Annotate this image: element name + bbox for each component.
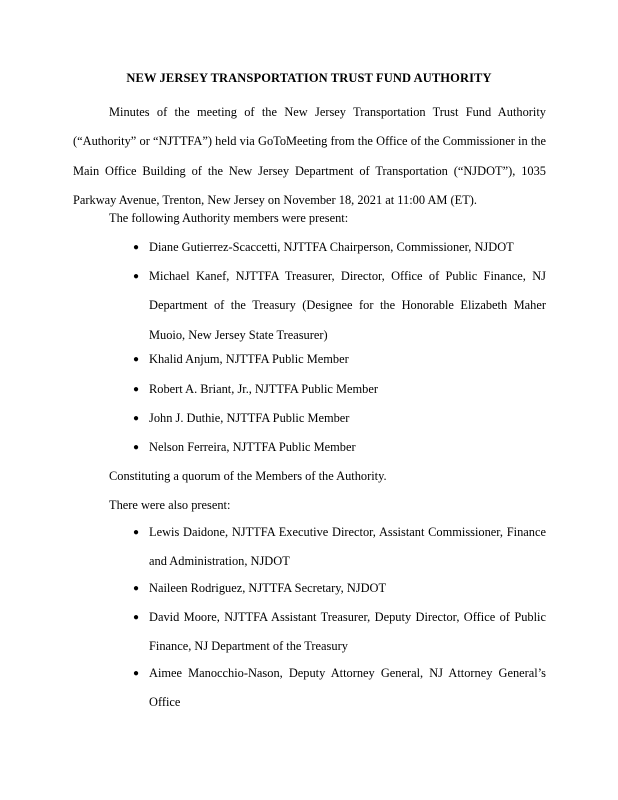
member-name: Robert A. Briant, Jr., NJTTFA Public Member <box>149 382 378 396</box>
list-item <box>133 345 546 374</box>
list-item <box>133 659 546 718</box>
list-item <box>133 233 546 262</box>
list-item <box>133 404 546 433</box>
attendee-name: Aimee Manocchio-Nason, Deputy Attorney General, NJ Attorney General’s Office <box>149 666 546 710</box>
bullet-icon: ● <box>133 668 140 679</box>
bullet-icon: ● <box>133 442 140 453</box>
member-name: John J. Duthie, NJTTFA Public Member <box>149 411 350 425</box>
intro-paragraph: Minutes of the meeting of the New Jersey Transportation Trust Fund Authority (“Authority” or “NJTTFA”) held via GoToMeeting from the Office of the Commissioner in the Main Office Building of the New Jersey Department of Transportation (“NJDOT”), 1035 Parkway Avenue, Trenton, New Jersey on November 18, 2021 at 11:00 AM (ET). <box>73 105 546 207</box>
bullet-icon: ● <box>133 354 140 365</box>
bullet-icon: ● <box>133 527 140 538</box>
attendee-name: Naileen Rodriguez, NJTTFA Secretary, NJDOT <box>149 581 387 595</box>
member-name: Nelson Ferreira, NJTTFA Public Member <box>149 440 356 454</box>
list-item <box>133 518 546 577</box>
attendee-name: David Moore, NJTTFA Assistant Treasurer, Deputy Director, Office of Public Finance, NJ Department of the Treasury <box>149 610 546 654</box>
bullet-icon: ● <box>133 413 140 424</box>
bullet-icon: ● <box>133 384 140 395</box>
list-item <box>133 375 546 404</box>
bullet-icon: ● <box>133 242 140 253</box>
bullet-icon: ● <box>133 271 140 282</box>
list-item <box>133 262 546 350</box>
document-title: NEW JERSEY TRANSPORTATION TRUST FUND AUTHORITY <box>126 71 492 85</box>
list-item <box>133 603 546 662</box>
list-item <box>133 433 546 462</box>
bullet-icon: ● <box>133 612 140 623</box>
list-item <box>133 574 546 603</box>
quorum-text: Constituting a quorum of the Members of the Authority. <box>109 469 387 483</box>
also-present-heading: There were also present: <box>109 498 231 512</box>
attendee-name: Lewis Daidone, NJTTFA Executive Director, Assistant Commissioner, Finance and Administration, NJDOT <box>149 525 546 569</box>
bullet-icon: ● <box>133 583 140 594</box>
member-name: Diane Gutierrez-Scaccetti, NJTTFA Chairperson, Commissioner, NJDOT <box>149 240 514 254</box>
members-heading: The following Authority members were present: <box>109 211 349 225</box>
member-name: Michael Kanef, NJTTFA Treasurer, Director, Office of Public Finance, NJ Department of the Treasury (Designee for the Honorable Elizabeth Maher Muoio, New Jersey State Treasurer) <box>149 269 546 342</box>
member-name: Khalid Anjum, NJTTFA Public Member <box>149 352 349 366</box>
